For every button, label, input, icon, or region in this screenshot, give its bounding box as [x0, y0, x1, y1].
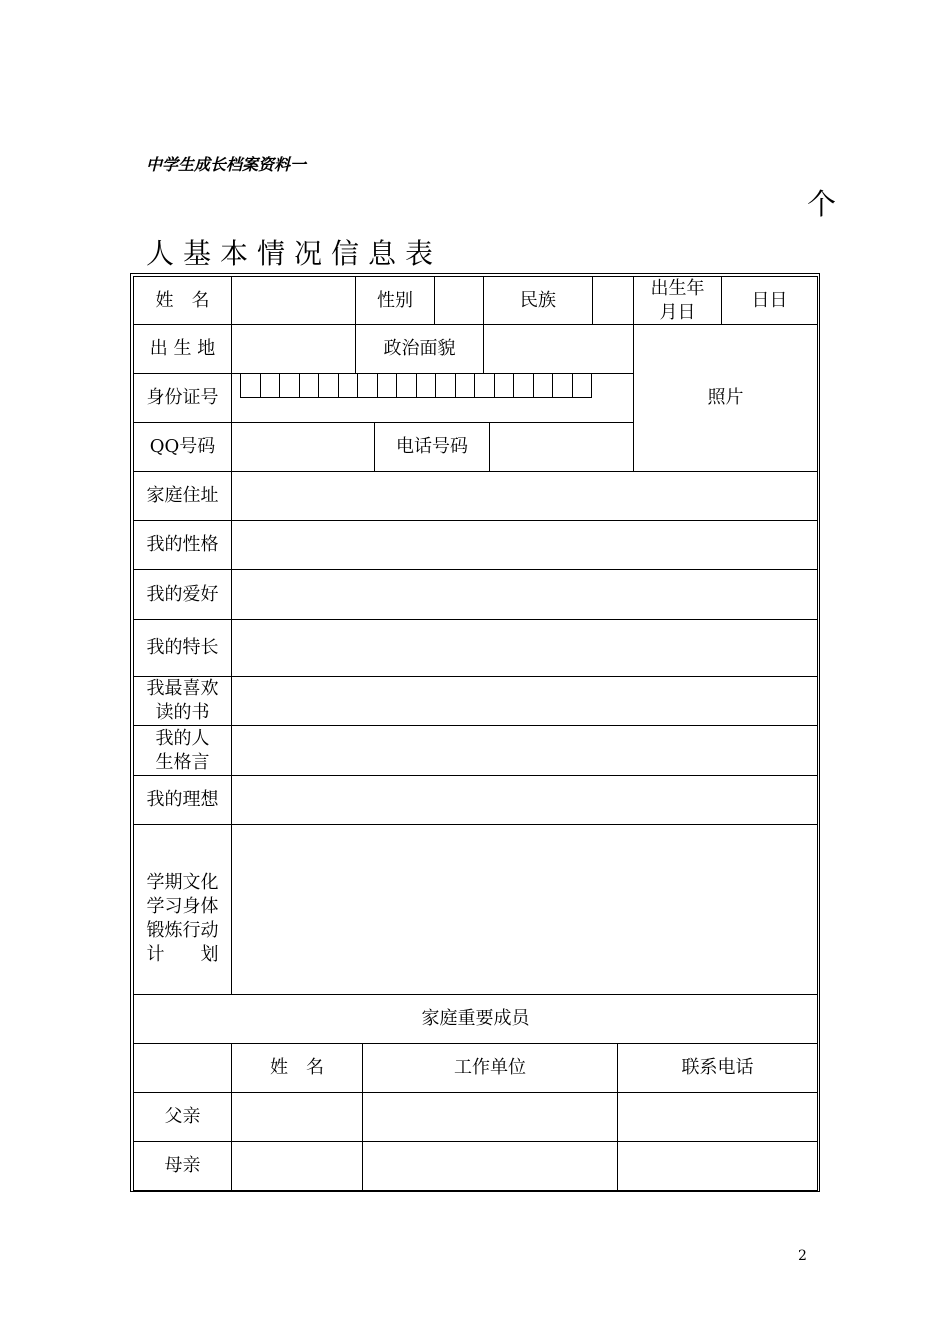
family-header-blank-cell	[133, 1043, 232, 1093]
plan-input-cell[interactable]	[231, 824, 818, 995]
ethnicity-label-cell	[483, 276, 593, 325]
ideal-label-cell	[133, 775, 232, 825]
id-digit-box[interactable]	[378, 373, 398, 398]
father-work-input[interactable]	[362, 1092, 618, 1142]
gender-input-cell[interactable]	[434, 276, 484, 325]
id-digit-box[interactable]	[339, 373, 359, 398]
family-col-name: 姓 名	[270, 1057, 324, 1078]
page-number: 2	[798, 1248, 807, 1264]
gender-label-cell	[355, 276, 435, 325]
motto-label-cell	[133, 725, 232, 776]
family-section-title-cell	[133, 994, 818, 1044]
fav-book-label-line1: 我最喜欢	[146, 678, 219, 699]
family-col-name-cell	[231, 1043, 363, 1093]
fav-book-input-cell[interactable]	[231, 676, 818, 726]
address-label-cell	[133, 471, 232, 521]
family-section-title: 家庭重要成员	[421, 1008, 530, 1029]
father-label-cell	[133, 1092, 232, 1142]
document-header-note: 中学生成长档案资料一	[146, 155, 307, 174]
photo-label: 照片	[707, 387, 744, 408]
id-digit-box[interactable]	[475, 373, 495, 398]
plan-label-line1: 学期文化	[146, 871, 219, 893]
mother-label-cell	[133, 1141, 232, 1191]
id-digit-box[interactable]	[573, 373, 593, 398]
mother-name-input[interactable]	[231, 1141, 363, 1191]
address-input-cell[interactable]	[231, 471, 818, 521]
birth-label-cell	[633, 276, 722, 325]
plan-label-cell	[133, 824, 232, 995]
id-label-cell	[133, 373, 232, 423]
mother-work-input[interactable]	[362, 1141, 618, 1191]
qq-input-cell[interactable]	[231, 422, 375, 472]
id-digit-boxes[interactable]	[240, 373, 592, 398]
birth-label-line2: 月日	[659, 301, 696, 323]
motto-input-cell[interactable]	[231, 725, 818, 776]
qq-label: QQ号码	[149, 436, 216, 457]
id-digit-box[interactable]	[319, 373, 339, 398]
id-digit-box[interactable]	[358, 373, 378, 398]
family-col-phone: 联系电话	[681, 1057, 754, 1078]
hobby-label-cell	[133, 569, 232, 620]
mother-phone-input[interactable]	[617, 1141, 818, 1191]
ethnicity-input-cell[interactable]	[592, 276, 634, 325]
personality-input-cell[interactable]	[231, 520, 818, 570]
ideal-label: 我的理想	[146, 789, 219, 810]
family-col-work: 工作单位	[454, 1057, 526, 1078]
personality-label-cell	[133, 520, 232, 570]
specialty-label: 我的特长	[146, 637, 219, 658]
phone-label-cell	[374, 422, 490, 472]
father-label: 父亲	[164, 1106, 201, 1127]
specialty-input-cell[interactable]	[231, 619, 818, 677]
birthplace-input-cell[interactable]	[231, 324, 356, 374]
politics-label: 政治面貌	[383, 338, 456, 359]
qq-label-cell	[133, 422, 232, 472]
plan-label-line3: 锻炼行动	[146, 919, 219, 941]
ethnicity-label: 民族	[520, 289, 556, 311]
family-col-work-cell	[362, 1043, 618, 1093]
hobby-label: 我的爱好	[146, 583, 219, 605]
father-name-input[interactable]	[231, 1092, 363, 1142]
id-digit-box[interactable]	[514, 373, 534, 398]
plan-label-line2: 学习身体	[146, 895, 219, 917]
id-label: 身份证号	[146, 387, 219, 408]
phone-label: 电话号码	[396, 436, 468, 457]
id-digit-box[interactable]	[280, 373, 300, 398]
fav-book-label-line2: 读的书	[155, 702, 210, 723]
id-digit-box[interactable]	[436, 373, 456, 398]
day-label: 日日	[751, 289, 788, 311]
politics-label-cell	[355, 324, 484, 374]
father-phone-input[interactable]	[617, 1092, 818, 1142]
id-digit-box[interactable]	[241, 373, 261, 398]
address-label: 家庭住址	[146, 485, 219, 506]
politics-input-cell[interactable]	[483, 324, 634, 374]
id-digit-box[interactable]	[300, 373, 320, 398]
fav-book-label-cell	[133, 676, 232, 726]
photo-cell[interactable]	[633, 324, 818, 472]
id-digit-box[interactable]	[553, 373, 573, 398]
id-digit-box[interactable]	[417, 373, 437, 398]
birthplace-label-cell	[133, 324, 232, 374]
id-digit-box[interactable]	[261, 373, 281, 398]
motto-label-line1: 我的人	[155, 727, 210, 749]
page-title: 人基本情况信息表	[146, 237, 443, 270]
hobby-input-cell[interactable]	[231, 569, 818, 620]
id-digit-box[interactable]	[495, 373, 515, 398]
id-digit-box[interactable]	[456, 373, 476, 398]
gender-label: 性别	[377, 289, 413, 311]
family-col-phone-cell	[617, 1043, 818, 1093]
specialty-label-cell	[133, 619, 232, 677]
motto-label-line2: 生格言	[155, 751, 210, 773]
name-input-cell[interactable]	[231, 276, 356, 325]
name-label-cell	[133, 276, 232, 325]
id-digit-box[interactable]	[534, 373, 554, 398]
plan-label-line4: 计 划	[146, 943, 219, 965]
ideal-input-cell[interactable]	[231, 775, 818, 825]
birth-label-line1: 出生年	[650, 277, 705, 299]
birthplace-label: 出 生 地	[149, 338, 216, 359]
phone-input-cell[interactable]	[489, 422, 634, 472]
personality-label: 我的性格	[146, 534, 219, 555]
title-first-char: 个	[806, 187, 836, 221]
mother-label: 母亲	[164, 1155, 201, 1176]
name-label: 姓 名	[155, 289, 210, 311]
id-digit-box[interactable]	[397, 373, 417, 398]
birth-input-cell[interactable]	[721, 276, 818, 325]
